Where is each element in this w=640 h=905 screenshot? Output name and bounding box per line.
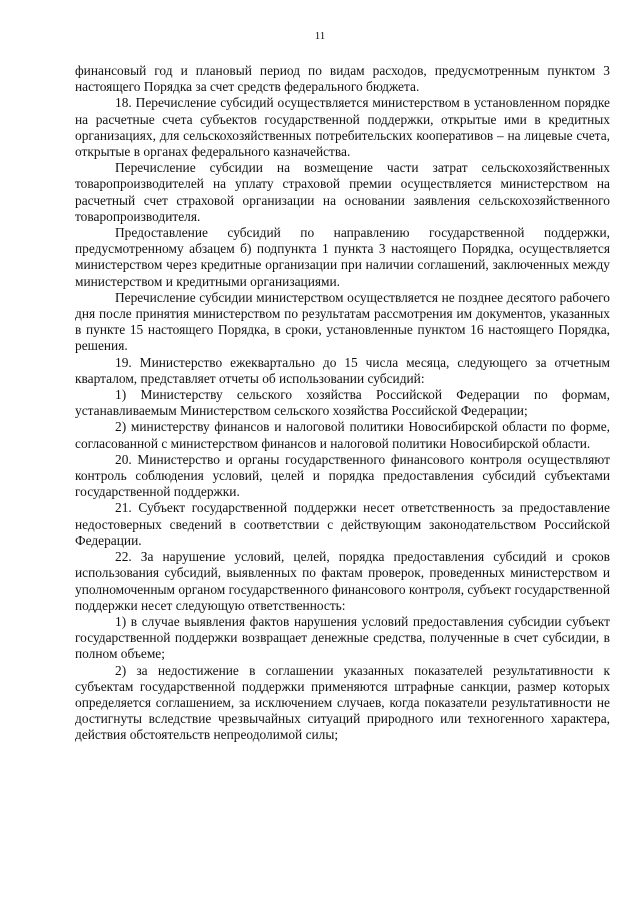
paragraph-item-22-sub-2: 2) за недостижение в соглашении указанных показателей результативности к субъектам государственной поддержки применяются штрафные санкции, размер которых определяется соглашением, за исключением случаев, когда показатели результативности не достигнуты вследствие чрезвычайных ситуаций природного или техногенного характера, действия обстоятельств непреодолимой силы; — [75, 662, 610, 743]
paragraph-item-21: 21. Субъект государственной поддержки несет ответственность за предоставление недостоверных сведений в соответствии с действующим законодательством Российской Федерации. — [75, 500, 610, 548]
paragraph-item-20: 20. Министерство и органы государственного финансового контроля осуществляют контроль соблюдения условий, целей и порядка предоставления субсидий субъектами государственной поддержки. — [75, 451, 610, 500]
page-number: 11 — [314, 30, 326, 42]
paragraph-transfer-deadline: Перечисление субсидии министерством осуществляется не позднее десятого рабочего дня после принятия министерством по результатам рассмотрения им документов, указанных в пункте 15 настоящего Порядка, в сроки, установленные пунктом 16 настоящего Порядка, решения. — [75, 289, 610, 354]
paragraph-item-22: 22. За нарушение условий, целей, порядка предоставления субсидий и сроков использования субсидий, выявленных по фактам проверок, проведенных министерством и уполномоченным органом государственного финансового контроля, субъект государственной поддержки несет следующую ответственность: — [75, 549, 610, 613]
paragraph-item-19: 19. Министерство ежеквартально до 15 числа месяца, следующего за отчетным кварталом, представляет отчеты об использовании субсидий: — [75, 354, 610, 386]
paragraph-item-22-sub-1: 1) в случае выявления фактов нарушения условий предоставления субсидии субъект государственной поддержки возвращает денежные средства, полученные в счет субсидии, в полном объеме; — [75, 613, 610, 662]
paragraph-item-18: 18. Перечисление субсидий осуществляется министерством в установленном порядке на расчетные счета субъектов государственной поддержки, открытые ими в кредитных организациях, для сельскохозяйственных потребительских кооперативов – на лицевые счета, открытые в органах федерального казначейства. — [75, 95, 610, 160]
document-body — [75, 63, 610, 744]
paragraph-item-19-sub-2: 2) министерству финансов и налоговой политики Новосибирской области по форме, согласованной с министерством финансов и налоговой политики Новосибирской области. — [75, 419, 610, 451]
paragraph-credit-organizations: Предоставление субсидий по направлению государственной поддержки, предусмотренному абзацем б) подпункта 1 пункта 3 настоящего Порядка, осуществляется министерством через кредитные организации при наличии соглашений, заключенных между министерством и кредитными организациями. — [75, 225, 610, 289]
paragraph-continuation: финансовый год и плановый период по видам расходов, предусмотренным пунктом 3 настоящего Порядка за счет средств федерального бюджета. — [75, 63, 610, 95]
paragraph-insurance-subsidy: Перечисление субсидии на возмещение части затрат сельскохозяйственных товаропроизводителей на уплату страховой премии осуществляется министерством на расчетный счет страховой организации на основании заявления сельскохозяйственного товаропроизводителя. — [75, 160, 610, 224]
paragraph-item-19-sub-1: 1) Министерству сельского хозяйства Российской Федерации по формам, устанавливаемым Министерством сельского хозяйства Российской Федерации; — [75, 387, 610, 419]
